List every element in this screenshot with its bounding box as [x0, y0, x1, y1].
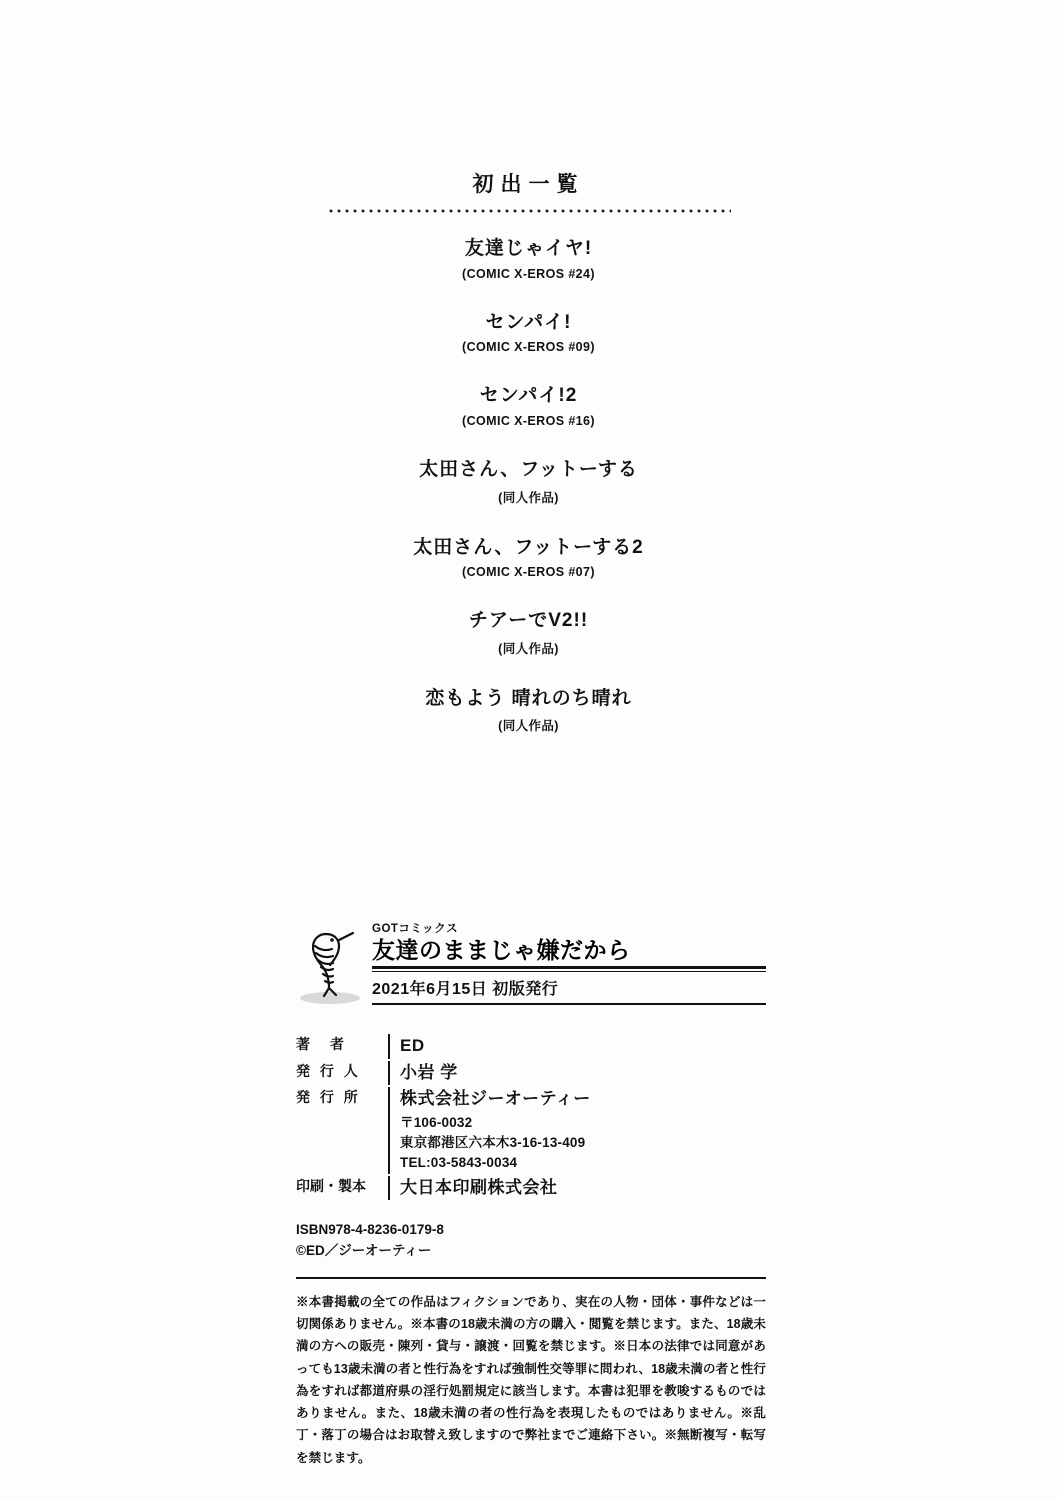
credit-entry	[0, 236, 1057, 281]
notice-rule	[296, 1277, 766, 1279]
detail-value: 株式会社ジーオーティー	[400, 1089, 591, 1109]
credit-entry	[0, 535, 1057, 580]
detail-value: 大日本印刷株式会社	[400, 1177, 558, 1197]
date-rule	[372, 1003, 766, 1005]
publication-date: 2021年6月15日 初版発行	[372, 981, 559, 999]
work-title: チアーでV2!!	[468, 610, 589, 632]
credit-entry	[0, 686, 1057, 735]
imprint-label: GOTコミックス	[372, 923, 459, 935]
dotted-divider	[327, 208, 731, 214]
street-address: 東京都港区六本木3-16-13-409	[400, 1135, 586, 1151]
work-title: 友達じゃイヤ!	[464, 238, 593, 259]
detail-divider	[388, 1087, 390, 1173]
legal-notice: ※本書掲載の全ての作品はフィクションであり、実在の人物・団体・事件などは一切関係ありません。※本書の18歳未満の方の購入・閲覧を禁じます。また、18歳未満の方への販売・陳列・貸与・譲渡・回覧を禁じます。※日本の法律では同意があっても13歳未満の者と性行為をすれば強制性交等罪に問われ、18歳未満の者と性行為をすれば都道府県の淫行処罰規定に該当します。本書は犯罪を教唆するものではありません。また、18歳未満の者の性行為を表現したものではありません。※乱丁・落丁の場合はお取替え致しますので弊社までご連絡下さい。※無断複写・転写を禁じます。	[296, 1294, 766, 1465]
credit-entry	[0, 383, 1057, 428]
detail-label: 発 行 所	[296, 1089, 361, 1106]
address-block	[400, 1112, 591, 1174]
title-rule	[372, 966, 766, 969]
copyright: ©ED／ジーオーティー	[296, 1242, 432, 1258]
book-title: 友達のままじゃ嫌だから	[372, 937, 631, 963]
detail-row-printing	[296, 1176, 766, 1201]
detail-row-publisher	[296, 1087, 766, 1173]
bird-logo-icon	[296, 920, 372, 1006]
work-source: (COMIC X-EROS #16)	[462, 413, 595, 428]
work-source: (同人作品)	[498, 490, 559, 505]
work-source: (COMIC X-EROS #24)	[462, 266, 595, 281]
credit-entry	[0, 310, 1057, 355]
imprint-details	[296, 1034, 766, 1200]
detail-value: 小岩 学	[400, 1062, 458, 1082]
work-title: 太田さん、フットーする2	[413, 536, 644, 558]
detail-label: 著 者	[296, 1036, 347, 1052]
work-source: (同人作品)	[498, 641, 559, 656]
colophon-section	[296, 920, 766, 1481]
work-source: (COMIC X-EROS #09)	[462, 340, 595, 355]
detail-divider	[388, 1061, 390, 1086]
work-source: (COMIC X-EROS #07)	[462, 565, 595, 580]
credits-heading: 初出一覧	[472, 173, 585, 196]
credit-entry	[0, 457, 1057, 506]
detail-divider	[388, 1034, 390, 1059]
publisher-block	[400, 1087, 591, 1173]
credit-entry	[0, 608, 1057, 657]
work-title: センパイ!2	[479, 385, 578, 407]
work-title: 恋もよう 晴れのち晴れ	[425, 687, 632, 709]
isbn-block	[296, 1220, 766, 1261]
work-title: センパイ!	[485, 311, 572, 333]
detail-value: ED	[400, 1036, 425, 1055]
work-title: 太田さん、フットーする	[419, 458, 638, 480]
detail-divider	[388, 1176, 390, 1201]
colophon-header	[296, 920, 766, 1006]
isbn: ISBN978-4-8236-0179-8	[296, 1222, 444, 1238]
detail-label: 印刷・製本	[296, 1177, 366, 1194]
detail-row-publisher-person	[296, 1061, 766, 1086]
work-source: (同人作品)	[498, 719, 559, 734]
telephone: TEL:03-5843-0034	[400, 1155, 518, 1171]
detail-label: 発 行 人	[296, 1062, 361, 1079]
detail-row-author	[296, 1034, 766, 1059]
credits-section	[0, 168, 1057, 763]
postal-code: 〒106-0032	[400, 1114, 473, 1130]
